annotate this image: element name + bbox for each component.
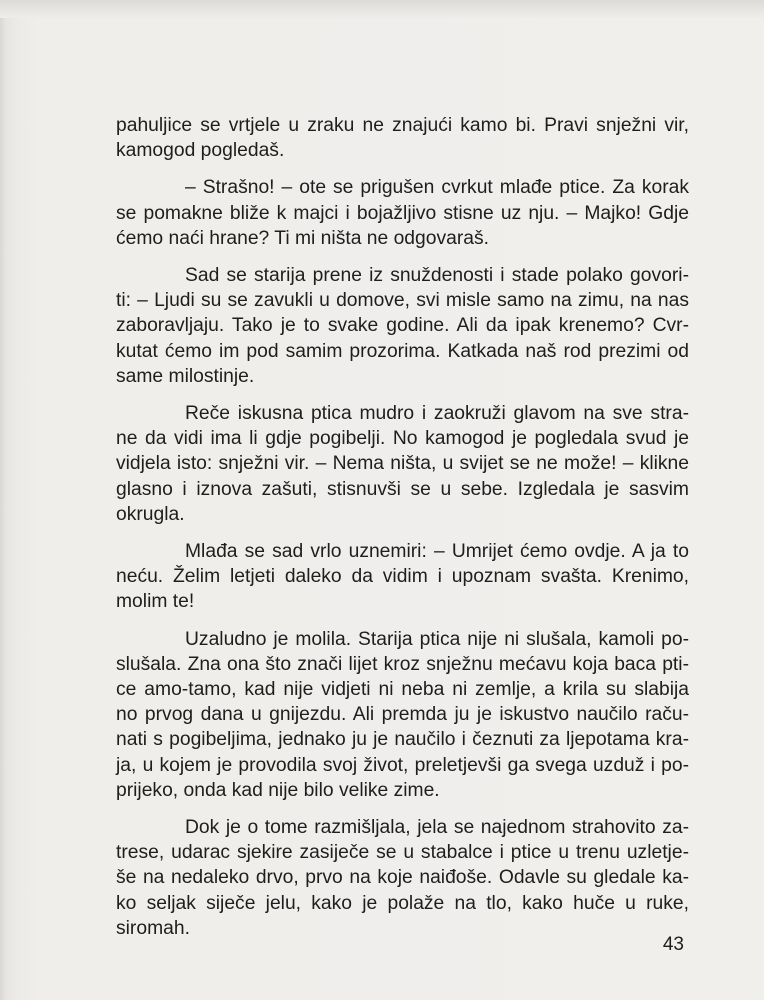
text-line: slušala. Zna ona što znači lijet kroz snježnu mećavu koja baca pti-	[116, 653, 689, 675]
text-line: ćemo naći hrane? Ti mi ništa ne odgovaraš.	[116, 227, 489, 249]
text-line: Uzaludno je molila. Starija ptica nije ni slušala, kamoli po-	[185, 628, 689, 650]
text-line: neću. Želim letjeti daleko da vidim i upoznam svašta. Krenimo,	[116, 566, 689, 588]
text-line: Dok je o tome razmišljala, jela se najednom strahovito za-	[185, 817, 689, 839]
text-line: molim te!	[116, 591, 195, 613]
text-line: ne da vidi ima li gdje pogibelji. No kamogod je pogledala svud je	[116, 428, 689, 450]
text-line: še na nedaleko drvo, prvo na koje naiđoše. Odavle su gledale ka-	[116, 867, 689, 889]
text-line: se pomakne bliže k majci i bojažljivo stisne uz nju. – Majko! Gdje	[116, 202, 689, 224]
text-line: okrugla.	[116, 503, 185, 525]
text-line: siromah.	[116, 917, 190, 939]
paragraph-1	[116, 113, 689, 163]
text-line: nati s pogibeljima, jednako ju je naučilo i čeznuti za ljepotama kra-	[116, 729, 689, 751]
text-line: kutat ćemo im pod samim prozorima. Katkada naš rod prezimi od	[116, 340, 689, 362]
text-line: kamogod pogledaš.	[116, 140, 285, 162]
body-text	[116, 113, 689, 953]
paragraph-3	[116, 263, 689, 389]
text-line: pahuljice se vrtjele u zraku ne znajući kamo bi. Pravi snježni vir,	[116, 115, 689, 136]
page-number: 43	[662, 934, 684, 955]
text-line: ce amo-tamo, kad nije vidjeti ni neba ni zemlje, a krila su slabija	[116, 679, 689, 701]
paragraph-2	[116, 175, 689, 251]
text-line: ti: – Ljudi su se zavukli u domove, svi misle samo na zimu, na nas	[116, 290, 689, 312]
text-line: Reče iskusna ptica mudro i zaokruži glavom na sve stra-	[185, 403, 689, 425]
text-line: trese, udarac sjekire zasiječe se u stabalce i ptice u trenu uzletje-	[116, 842, 689, 864]
text-line: Mlađa se sad vrlo uznemiri: – Umrijet ćemo ovdje. A ja to	[185, 541, 689, 563]
text-line: zaboravljaju. Tako je to svake godine. Ali da ipak krenemo? Cvr-	[116, 315, 689, 337]
text-line: no prvog dana u gnijezdu. Ali premda ju je iskustvo naučilo raču-	[116, 704, 689, 726]
text-line: prijeko, onda kad nije bilo velike zime.	[116, 779, 440, 801]
text-line: Sad se starija prene iz snuždenosti i stade polako govori-	[185, 265, 689, 287]
paragraph-5	[116, 539, 689, 615]
text-line: vidjela isto: snježni vir. – Nema ništa, u svijet se ne može! – klikne	[116, 453, 689, 475]
text-line: same milostinje.	[116, 365, 255, 387]
text-line: ko seljak siječe jelu, kako je polaže na tlo, kako huče u ruke,	[116, 892, 689, 914]
text-line: glasno i iznova zašuti, stisnuvši se u sebe. Izgledala je sasvim	[116, 478, 689, 500]
paragraph-6	[116, 627, 689, 803]
text-line: ja, u kojem je provodila svoj život, preletjevši ga svega uzduž i po-	[116, 754, 689, 776]
text-line: – Strašno! – ote se prigušen cvrkut mlađe ptice. Za korak	[185, 177, 689, 199]
paragraph-7	[116, 815, 689, 941]
paragraph-4	[116, 401, 689, 527]
